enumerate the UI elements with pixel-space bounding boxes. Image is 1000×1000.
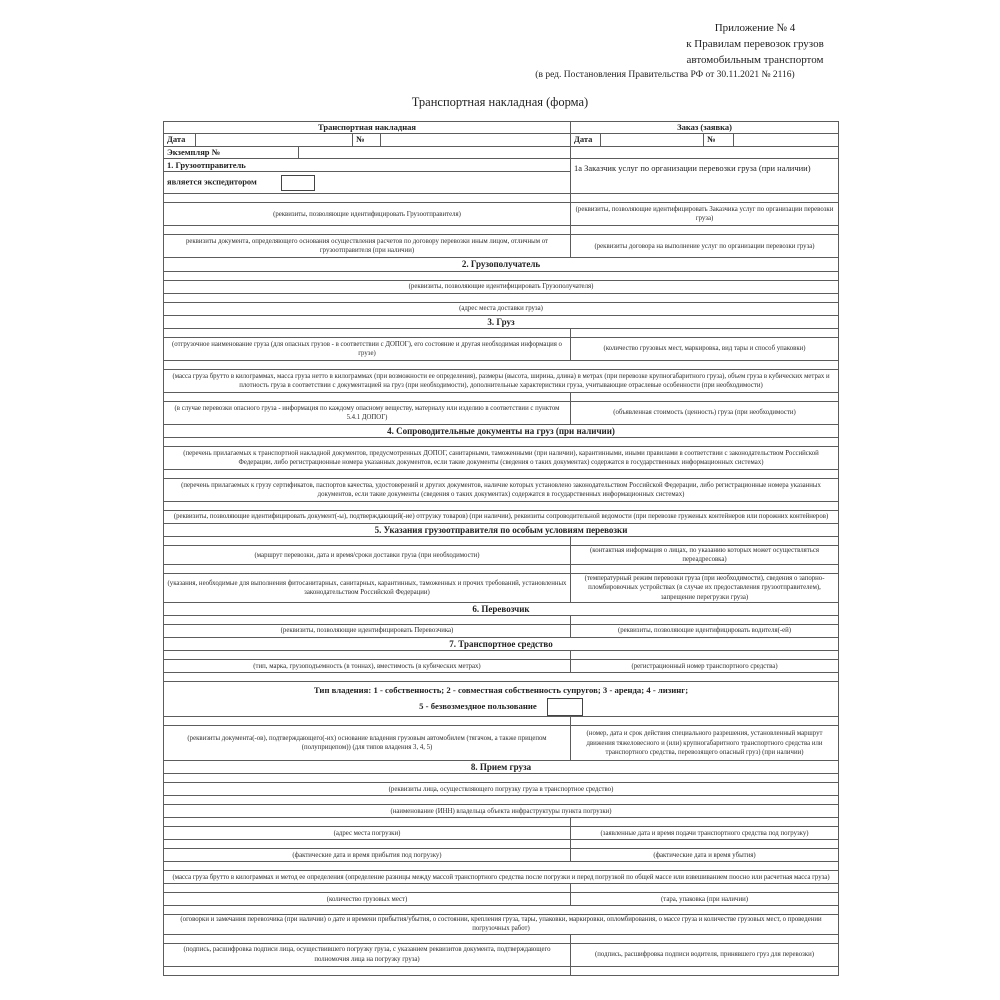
section7-title: 7. Транспортное средство — [164, 637, 839, 650]
order-date-field[interactable] — [601, 134, 704, 146]
field-driver-signature[interactable] — [571, 934, 839, 943]
hint-loader-id: (реквизиты лица, осуществляющего погрузку груза в транспортное средство) — [164, 783, 839, 796]
order-empty-cell — [571, 146, 839, 158]
field-shipper-id[interactable] — [164, 194, 571, 203]
hint-dangerous: (в случае перевозки опасного груза - информация по каждому опасному веществу, материалу или изделию в соответствии с пунктом 5.4.1 ДОПОГ) — [164, 401, 571, 424]
field-driver-id[interactable] — [571, 615, 839, 624]
hint-route: (маршрут перевозки, дата и время/сроки доставки груза (при необходимости) — [164, 545, 571, 564]
page-title: Транспортная накладная (форма) — [411, 95, 589, 109]
field-places-count[interactable] — [164, 884, 571, 893]
hint-temperature: (температурный режим перевозки груза (при необходимости), сведения о запорно-пломбировочных устройствах (в случае их предоставления грузоотправителем), запрещение перегрузки груза) — [571, 574, 839, 603]
hint-ownership-docs: (реквизиты документа(-ов), подтверждающего(-их) основание владения грузовым автомобилем (тягачом, а также прицепом (полуприцепом)) (для типов владения 3, 4, 5) — [164, 726, 571, 761]
copy-field[interactable] — [299, 146, 571, 158]
field-actual-departure[interactable] — [571, 840, 839, 849]
hint-org-contract: (реквизиты договора на выполнение услуг по организации перевозки груза) — [571, 235, 839, 258]
hint-driver-signature: (подпись, расшифровка подписи водителя, принявшего груз для перевозки) — [571, 943, 839, 966]
hint-gross-mass: (масса груза брутто в килограммах и метод ее определения (определение разницы между массой транспортного средства после погрузки и перед погрузкой по общей массе или взвешиванием поосно или расчетная масса груза) — [164, 871, 839, 884]
edition-note: (в ред. Постановления Правительства РФ от 30.11.2021 № 2116) — [535, 70, 795, 80]
hint-requirements: (указания, необходимые для выполнения фитосанитарных, санитарных, карантинных, таможенных и прочих требований, установленных законодательством Российской Федерации) — [164, 574, 571, 603]
field-cargo-places[interactable] — [571, 328, 839, 337]
waybill-number-label: № — [353, 134, 381, 146]
field-declared-value[interactable] — [571, 392, 839, 401]
hint-cargo-name: (отгрузочное наименование груза (для опасных грузов - в соответствии с ДОПОГ), его состояние и другая необходимая информация о грузе) — [164, 337, 571, 360]
section2-title: 2. Грузополучатель — [164, 258, 839, 271]
field-load-address[interactable] — [164, 818, 571, 827]
hint-remarks: (оговорки и замечания перевозчика (при наличии) о дате и времени прибытия/убытия, о состоянии, крепления груза, тары, упаковки, маркировки, опломбирования, о массе груза и количестве грузовых мест, о проведении погрузочных работ) — [164, 915, 839, 934]
annex-line1: Приложение № 4 — [714, 22, 796, 34]
field-payment-doc[interactable] — [164, 226, 571, 235]
waybill-form-table — [163, 121, 839, 976]
field-loader-id[interactable] — [164, 774, 839, 783]
hint-places-count: (количество грузовых мест) — [164, 893, 571, 906]
field-bottom-left[interactable] — [164, 966, 571, 975]
field-special-permit[interactable] — [571, 717, 839, 726]
hint-actual-departure: (фактические дата и время убытия) — [571, 849, 839, 862]
field-customer-id[interactable] — [571, 194, 839, 203]
annex-line3: автомобильным транспортом — [686, 54, 824, 66]
field-dangerous[interactable] — [164, 392, 571, 401]
waybill-number-field[interactable] — [381, 134, 571, 146]
hint-reg-number: (регистрационный номер транспортного средства) — [571, 660, 839, 673]
section3-title: 3. Груз — [164, 315, 839, 328]
hint-certificates: (перечень прилагаемых к грузу сертификатов, паспортов качества, удостоверений и других документов, наличие которых установлено законодательством Российской Федерации, либо регистрационные номера указанных документов, если такие документы (сведения о таких документах) содержатся в государственных информационных системах) — [164, 478, 839, 501]
hint-customer-id: (реквизиты, позволяющие идентифицировать Заказчика услуг по организации перевозки груза) — [571, 203, 839, 226]
hint-vehicle-type: (тип, марка, грузоподъемность (в тоннах), вместимость (в кубических метрах) — [164, 660, 571, 673]
waybill-date-label: Дата — [164, 134, 196, 146]
order-number-field[interactable] — [734, 134, 839, 146]
hint-driver-id: (реквизиты, позволяющие идентифицировать водителя(-ей) — [571, 624, 839, 637]
section5-title: 5. Указания грузоотправителя по особым условиям перевозки — [164, 523, 839, 536]
field-reg-number[interactable] — [571, 651, 839, 660]
field-ownership-docs[interactable] — [164, 717, 571, 726]
field-remarks[interactable] — [164, 906, 839, 915]
order-header: Заказ (заявка) — [571, 122, 839, 134]
hint-infra-owner: (наименование (ИНН) владельца объекта инфраструктуры пункта погрузки) — [164, 805, 839, 818]
customer-1a-label: 1а Заказчик услуг по организации перевозки груза (при наличии) — [571, 159, 839, 194]
hint-declared-time: (заявленные дата и время подачи транспортного средства под погрузку) — [571, 827, 839, 840]
field-infra-owner[interactable] — [164, 796, 839, 805]
hint-special-permit: (номер, дата и срок действия специального разрешения, установленный маршрут движения тяжеловесного и (или) крупногабаритного транспортного средства или транспортного средства, перевозящего опасный груз) (при наличии) — [571, 726, 839, 761]
section8-title: 8. Прием груза — [164, 761, 839, 774]
field-waybill-docs[interactable] — [164, 437, 839, 446]
hint-cargo-mass: (масса груза брутто в килограммах, масса груза нетто в килограммах (при возможности ее определения), размеры (высота, ширина, длина) в метрах (при перевозке крупногабаритного груза), объем груза в кубических метрах и плотность груза в соответствии с документацией на груз (при необходимости), дополнительные характеристики груза, учитывающие отраслевые особенности (при необходимости) — [164, 369, 839, 392]
field-org-contract[interactable] — [571, 226, 839, 235]
hint-payment-doc: реквизиты документа, определяющего основания осуществления расчетов по договору перевозки иным лицом, отличным от грузоотправителя (при наличии) — [164, 235, 571, 258]
hint-delivery-address: (адрес места доставки груза) — [164, 302, 839, 315]
hint-load-address: (адрес места погрузки) — [164, 827, 571, 840]
order-date-label: Дата — [571, 134, 601, 146]
copy-label: Экземпляр № — [164, 146, 299, 158]
field-vehicle-type[interactable] — [164, 651, 571, 660]
annex-line2: к Правилам перевозок грузов — [686, 38, 824, 50]
field-declared-time[interactable] — [571, 818, 839, 827]
hint-waybill-docs: (перечень прилагаемых к транспортной накладной документов, предусмотренных ДОПОГ, санитарными, таможенными (при наличии), карантинными, иными правилами в соответствии с законодательством Российской Федерации, либо регистрационные номера указанных документов, если такие документы (сведения о таких документах) содержатся в государственных информационных системах) — [164, 446, 839, 469]
hint-cargo-places: (количество грузовых мест, маркировка, вид тары и способ упаковки) — [571, 337, 839, 360]
ownership-type-line1: Тип владения: 1 - собственность; 2 - совместная собственность супругов; 3 - аренда; 4 - лизинг; — [313, 684, 689, 695]
field-cargo-mass[interactable] — [164, 360, 839, 369]
annex-block — [650, 20, 860, 68]
field-gross-mass[interactable] — [164, 862, 839, 871]
hint-consignee-id: (реквизиты, позволяющие идентифицировать Грузополучателя) — [164, 280, 839, 293]
field-contacts[interactable] — [571, 536, 839, 545]
field-packaging[interactable] — [571, 884, 839, 893]
ownership-type-line2: 5 - безвозмездное пользование — [419, 700, 537, 711]
field-delivery-address[interactable] — [164, 293, 839, 302]
hint-actual-arrival: (фактические дата и время прибытия под погрузку) — [164, 849, 571, 862]
field-actual-arrival[interactable] — [164, 840, 571, 849]
field-consignee-id[interactable] — [164, 271, 839, 280]
field-route[interactable] — [164, 536, 571, 545]
field-shipping-docs[interactable] — [164, 501, 839, 510]
field-loader-signature[interactable] — [164, 934, 571, 943]
hint-contacts: (контактная информация о лицах, по указанию которых может осуществляться переадресовка) — [571, 545, 839, 564]
hint-declared-value: (объявленная стоимость (ценность) груза (при необходимости) — [571, 401, 839, 424]
hint-carrier-id: (реквизиты, позволяющие идентифицировать Перевозчика) — [164, 624, 571, 637]
field-bottom-right[interactable] — [571, 966, 839, 975]
field-temperature[interactable] — [571, 565, 839, 574]
expeditor-label: является экспедитором — [167, 176, 257, 187]
hint-shipper-id: (реквизиты, позволяющие идентифицировать Грузоотправителя) — [164, 203, 571, 226]
hint-shipping-docs: (реквизиты, позволяющие идентифицировать документ(-ы), подтверждающий(-ие) отгрузку товаров) (при наличии), реквизиты сопроводительной ведомости (при перевозке груженых контейнеров или порожних контейнеров) — [164, 510, 839, 523]
field-cargo-name[interactable] — [164, 328, 571, 337]
section1-title: 1. Грузоотправитель — [164, 159, 571, 172]
field-carrier-id[interactable] — [164, 615, 571, 624]
ownership-type-checkbox[interactable] — [547, 698, 583, 716]
order-number-label: № — [704, 134, 734, 146]
section6-title: 6. Перевозчик — [164, 602, 839, 615]
section4-title: 4. Сопроводительные документы на груз (при наличии) — [164, 424, 839, 437]
waybill-header: Транспортная накладная — [164, 122, 571, 134]
hint-loader-signature: (подпись, расшифровка подписи лица, осуществившего погрузку груза, с указанием реквизитов документа, подтверждающего полномочия лица на погрузку груза) — [164, 943, 571, 966]
waybill-date-field[interactable] — [196, 134, 353, 146]
field-certificates[interactable] — [164, 469, 839, 478]
field-requirements[interactable] — [164, 565, 571, 574]
expeditor-checkbox[interactable] — [281, 175, 315, 191]
hint-packaging: (тара, упаковка (при наличии) — [571, 893, 839, 906]
field-ownership-spacer — [164, 673, 839, 682]
